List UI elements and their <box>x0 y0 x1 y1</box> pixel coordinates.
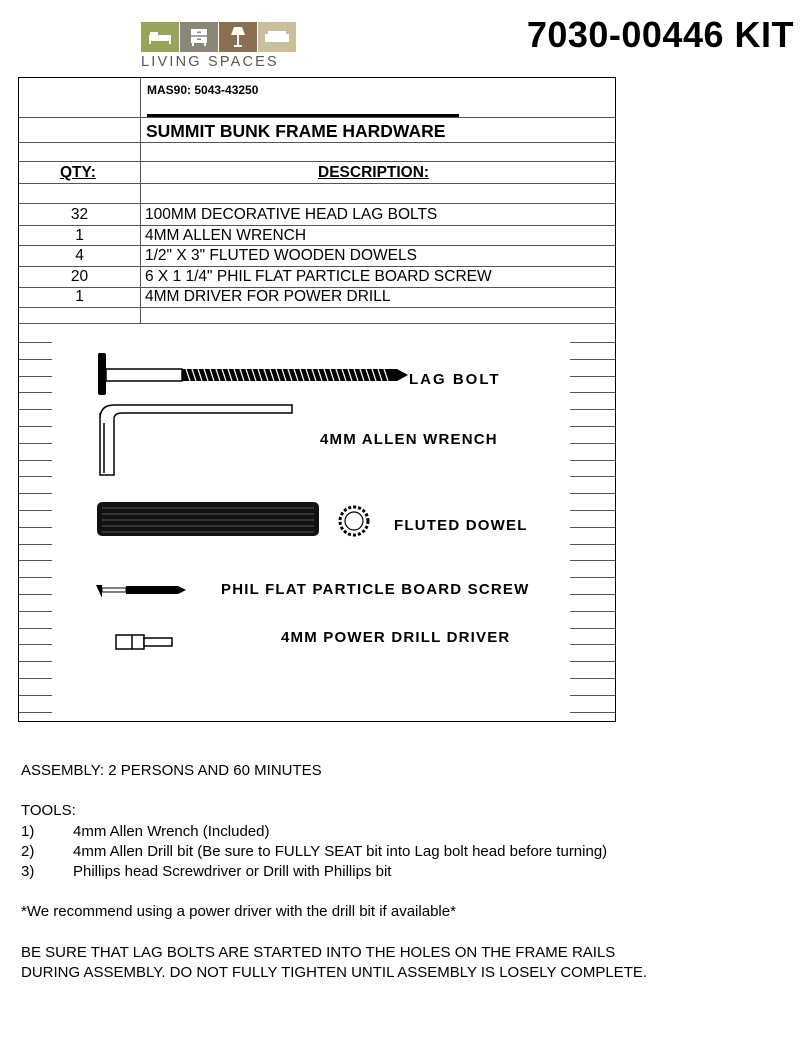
ruled-line <box>570 611 615 612</box>
item-qty: 1 <box>75 227 84 244</box>
fluted-dowel-label: FLUTED DOWEL <box>394 517 528 534</box>
item-qty: 32 <box>70 206 89 223</box>
assembly-time: ASSEMBLY: 2 PERSONS AND 60 MINUTES <box>21 762 322 779</box>
ruled-line <box>570 560 615 561</box>
ruled-line <box>19 426 52 427</box>
ruled-line <box>19 342 52 343</box>
row-line <box>19 307 615 308</box>
ruled-line <box>570 695 615 696</box>
ruled-line <box>570 661 615 662</box>
tools-heading: TOOLS: <box>21 802 76 820</box>
table-title: SUMMIT BUNK FRAME HARDWARE <box>146 121 446 141</box>
row-line <box>19 161 615 162</box>
ruled-line <box>19 661 52 662</box>
tool-text: Phillips head Screwdriver or Drill with Phillips bit <box>73 863 392 881</box>
ruled-line <box>19 392 52 393</box>
fluted-dowel-drawing <box>97 502 368 536</box>
ruled-line <box>570 426 615 427</box>
ruled-line <box>570 644 615 645</box>
ruled-line <box>570 712 615 713</box>
row-line <box>19 266 615 267</box>
ruled-line <box>19 460 52 461</box>
row-line <box>19 245 615 246</box>
ruled-line <box>570 510 615 511</box>
ruled-line <box>19 712 52 713</box>
item-description: 4MM DRIVER FOR POWER DRILL <box>145 288 391 305</box>
ruled-line <box>19 644 52 645</box>
ruled-line <box>570 594 615 595</box>
ruled-line <box>570 359 615 360</box>
tool-item <box>21 842 801 862</box>
item-qty: 4 <box>75 247 84 264</box>
ruled-line <box>570 392 615 393</box>
drill-driver-drawing <box>116 635 172 649</box>
item-qty: 20 <box>70 268 89 285</box>
item-description: 100MM DECORATIVE HEAD LAG BOLTS <box>145 206 438 223</box>
ruled-line <box>19 628 52 629</box>
hardware-illustration <box>52 333 570 720</box>
tool-num: 1) <box>21 822 35 840</box>
brand-logo <box>141 22 301 72</box>
ruled-line <box>19 527 52 528</box>
item-description: 1/2" X 3" FLUTED WOODEN DOWELS <box>145 247 417 264</box>
ruled-line <box>570 476 615 477</box>
sofa-icon <box>258 22 296 52</box>
ruled-line <box>19 476 52 477</box>
ruled-line <box>570 493 615 494</box>
ruled-line <box>19 577 52 578</box>
ruled-line <box>570 628 615 629</box>
ruled-line <box>19 560 52 561</box>
item-description: 6 X 1 1/4" PHIL FLAT PARTICLE BOARD SCREW <box>145 268 492 285</box>
brand-name: LIVING SPACES <box>141 54 279 70</box>
ruled-line <box>19 695 52 696</box>
ruled-line <box>19 594 52 595</box>
warning-line-1: BE SURE THAT LAG BOLTS ARE STARTED INTO THE HOLES ON THE FRAME RAILS <box>21 943 616 961</box>
warning-line-2: DURING ASSEMBLY. DO NOT FULLY TIGHTEN UNTIL ASSEMBLY IS LOSELY COMPLETE. <box>21 964 648 982</box>
tool-item <box>21 862 801 882</box>
description-header: DESCRIPTION: <box>318 164 430 181</box>
ruled-line <box>19 510 52 511</box>
row-line <box>19 225 615 226</box>
tool-text: 4mm Allen Wrench (Included) <box>73 822 270 840</box>
assembly-notes <box>21 761 801 983</box>
lag-bolt-label: LAG BOLT <box>409 371 501 388</box>
mas90-code: MAS90: 5043-43250 <box>147 83 259 97</box>
item-qty: 1 <box>75 288 84 305</box>
row-line <box>19 183 615 184</box>
row-line <box>19 142 615 143</box>
row-line <box>19 203 615 204</box>
ruled-line <box>19 493 52 494</box>
ruled-line <box>19 443 52 444</box>
row-line <box>19 323 615 324</box>
ruled-line <box>570 443 615 444</box>
tool-num: 2) <box>21 842 35 860</box>
tool-item <box>21 822 801 842</box>
lamp-icon <box>219 22 257 52</box>
ruled-line <box>570 376 615 377</box>
allen-wrench-drawing <box>100 405 292 475</box>
screw-drawing <box>96 585 186 598</box>
ruled-line <box>570 527 615 528</box>
tool-num: 3) <box>21 863 35 881</box>
ruled-line <box>19 376 52 377</box>
item-description: 4MM ALLEN WRENCH <box>145 227 307 244</box>
kit-number: 7030-00446 KIT <box>526 14 794 55</box>
ruled-line <box>19 409 52 410</box>
ruled-line <box>570 544 615 545</box>
ruled-line <box>570 460 615 461</box>
screw-label: PHIL FLAT PARTICLE BOARD SCREW <box>221 581 530 598</box>
driver-label: 4MM POWER DRILL DRIVER <box>281 629 511 646</box>
ruled-line <box>19 544 52 545</box>
recommendation: *We recommend using a power driver with the drill bit if available* <box>21 903 456 921</box>
qty-header: QTY: <box>60 164 96 181</box>
ruled-line <box>19 611 52 612</box>
ruled-line <box>19 678 52 679</box>
allen-wrench-label: 4MM ALLEN WRENCH <box>320 431 498 448</box>
ruled-line <box>570 678 615 679</box>
ruled-line <box>570 577 615 578</box>
ruled-line <box>19 359 52 360</box>
dresser-icon <box>180 22 218 52</box>
tool-text: 4mm Allen Drill bit (Be sure to FULLY SEAT bit into Lag bolt head before turning) <box>73 842 608 860</box>
ruled-line <box>570 342 615 343</box>
lag-bolt-drawing <box>98 353 408 395</box>
row-line <box>19 117 615 118</box>
bed-icon <box>141 22 179 52</box>
ruled-line <box>570 409 615 410</box>
